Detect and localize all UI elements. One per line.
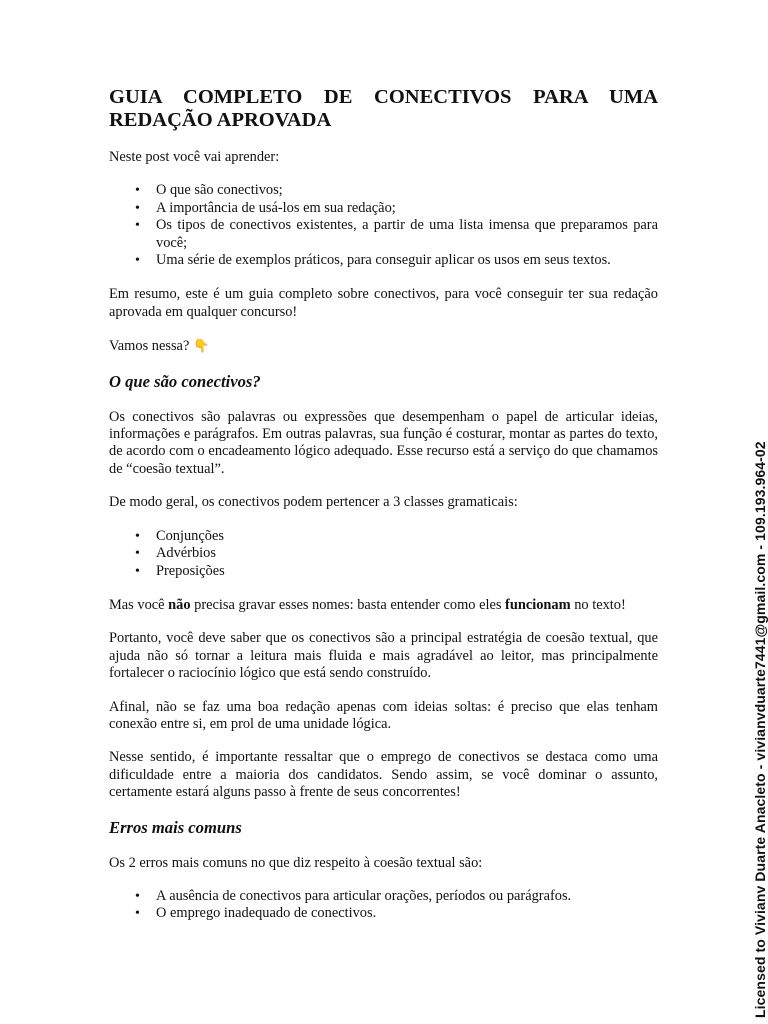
list-item: • Uma série de exemplos práticos, para conseguir aplicar os usos em seus textos. (135, 252, 611, 269)
list-item: • A ausência de conectivos para articular orações, períodos ou parágrafos. (135, 887, 572, 904)
definition-paragraph: Os conectivos são palavras ou expressões que desempenham o papel de articular ideias, informações e parágrafos. Em outras palavras, sua função é costurar, montar as partes do texto, de acordo com o encadeamento lógico adequado. Esse recurso está a serviço do que chamamos de “coesão textual”. (109, 408, 658, 477)
list-item: • Advérbios (135, 545, 216, 562)
strategy-paragraph: Portanto, você deve saber que os conectivos são a principal estratégia de coesão textual, que ajuda não só tornar a leitura mais fluida e mais agradável ao leitor, mas principalmente fortalecer o raciocínio lógico que está sendo construído. (109, 630, 658, 682)
logic-paragraph: Afinal, não se faz uma boa redação apenas com ideias soltas: é preciso que elas tenham conexão entre si, em prol de uma unidade lógica. (109, 698, 658, 732)
errors-list (109, 888, 658, 923)
license-watermark: Licensed to Vivianv Duarte Anacleto - vivianvduarte7441@gmail.com - 109.193.964-02 (752, 441, 768, 1018)
bullet-icon: • (135, 563, 140, 579)
emphasis-paragraph: Mas você não precisa gravar esses nomes: basta entender como eles funcionam no texto! (109, 596, 626, 613)
intro-paragraph: Neste post você vai aprender: (109, 149, 280, 165)
bullet-icon: • (135, 200, 140, 216)
document-title: GUIA COMPLETO DE CONECTIVOS PARA UMA REDAÇÃO APROVADA (109, 86, 658, 131)
bullet-icon: • (135, 218, 140, 234)
bullet-icon: • (135, 888, 140, 904)
lets-go-paragraph: Vamos nessa? 👇 (109, 338, 210, 355)
list-item: • Conjunções (135, 527, 224, 544)
section-heading-common-errors: Erros mais comuns (109, 817, 242, 837)
learn-list (109, 182, 658, 269)
document-page (109, 86, 658, 940)
list-item: • Preposições (135, 562, 225, 579)
bullet-icon: • (135, 546, 140, 562)
list-item: • A importância de usá-los em sua redação; (135, 199, 396, 216)
classes-intro-paragraph: De modo geral, os conectivos podem pertencer a 3 classes gramaticais: (109, 494, 518, 511)
bullet-icon: • (135, 906, 140, 922)
list-item: • Os tipos de conectivos existentes, a partir de uma lista imensa que preparamos para você; (135, 217, 658, 251)
bullet-icon: • (135, 253, 140, 269)
pointing-down-icon: 👇 (193, 338, 210, 354)
bullet-icon: • (135, 183, 140, 199)
bullet-icon: • (135, 528, 140, 544)
difficulty-paragraph: Nesse sentido, é importante ressaltar que o emprego de conectivos se destaca como uma dificuldade entre a maioria dos candidatos. Sendo assim, se você dominar o assunto, certamente estará alguns passo à frente de seus concorrentes! (109, 749, 658, 801)
errors-intro-paragraph: Os 2 erros mais comuns no que diz respeito à coesão textual são: (109, 854, 483, 871)
summary-paragraph: Em resumo, este é um guia completo sobre conectivos, para você conseguir ter sua redação aprovada em qualquer concurso! (109, 286, 658, 320)
list-item: • O que são conectivos; (135, 182, 283, 199)
classes-list (109, 528, 658, 580)
section-heading-what-are-connectives: O que são conectivos? (109, 371, 261, 391)
list-item: • O emprego inadequado de conectivos. (135, 905, 377, 922)
